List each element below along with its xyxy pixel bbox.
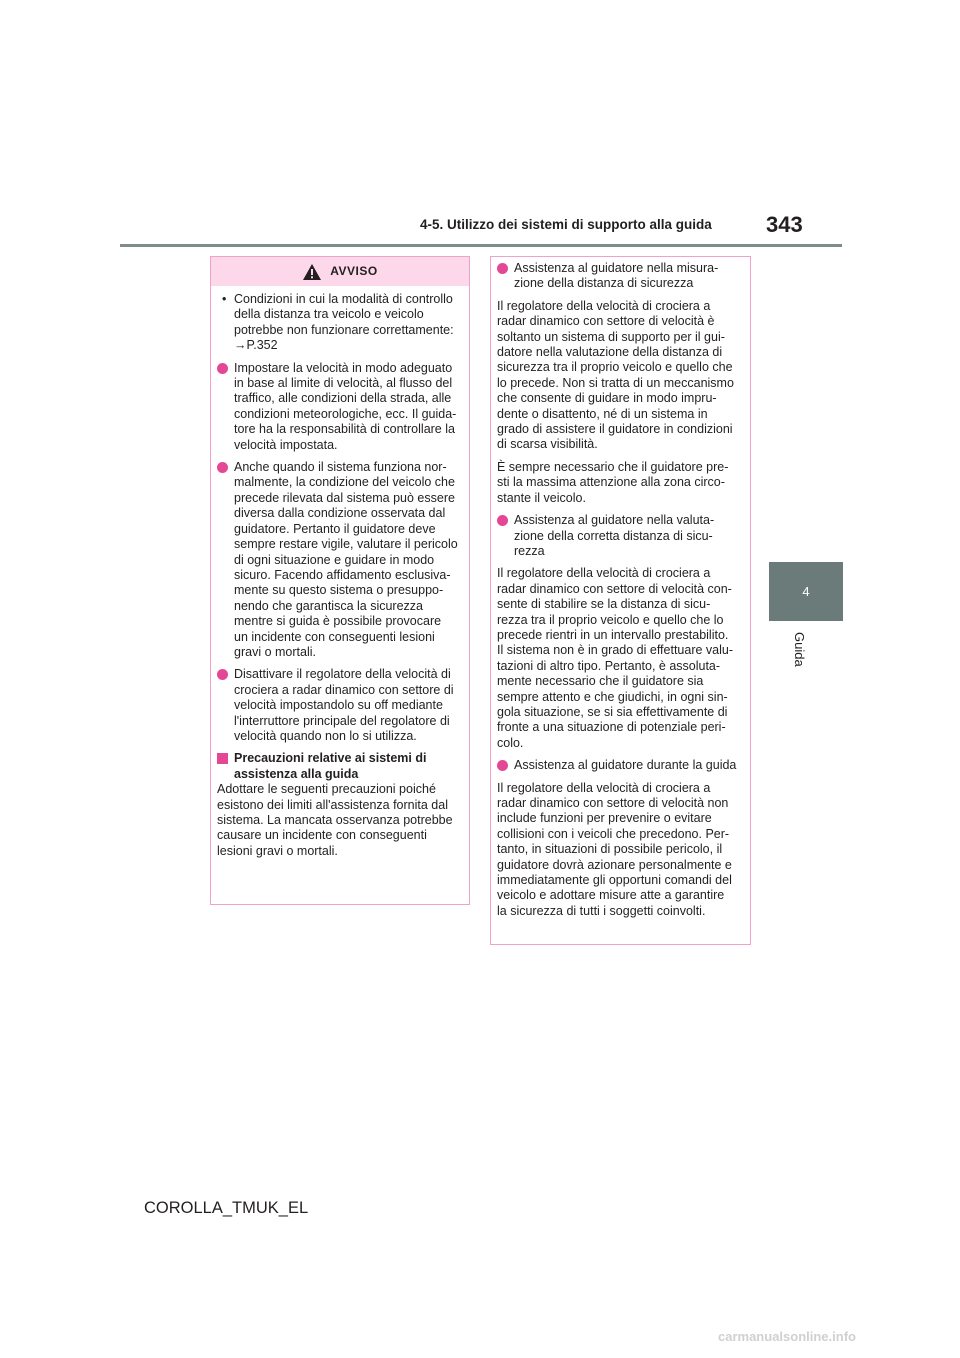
text-line: mente su questo sistema o presuppo- <box>234 583 444 598</box>
text-line: mente necessario che il guidatore sia <box>497 674 704 689</box>
page-number: 343 <box>766 212 803 237</box>
square-bullet-icon <box>217 753 228 764</box>
warning-item <box>217 667 463 744</box>
text-line: malmente, la condizione del veicolo che <box>234 475 455 490</box>
section-title: 4-5. Utilizzo dei sistemi di supporto alla guida <box>420 217 712 232</box>
text-line: include funzioni per prevenire o evitare <box>497 811 712 826</box>
text-line: diversa dalla condizione osservata dal <box>234 506 446 521</box>
info-item-heading <box>497 261 744 292</box>
info-item-heading <box>497 513 744 559</box>
pink-dot-icon <box>217 669 228 680</box>
text-line: veicolo e adottare misure atte a garantire <box>497 888 725 903</box>
text-line: sicurezza tra il proprio veicolo e quello che <box>497 360 733 375</box>
text-line: precede rientri in un intervallo prestabilito. <box>497 627 729 642</box>
warning-item <box>217 361 463 453</box>
text-line: collisioni con i veicoli che precedono. Per- <box>497 826 730 841</box>
heading-line: rezza <box>514 543 545 558</box>
heading-line: assistenza alla guida <box>234 766 359 781</box>
warning-section-heading <box>217 751 463 782</box>
text-line: la sicurezza di tutti i soggetti coinvolti. <box>497 903 706 918</box>
text-line: tanto, in situazioni di possibile pericolo, il <box>497 842 723 857</box>
info-box <box>490 256 751 945</box>
text-line: Condizioni in cui la modalità di controllo <box>234 292 453 306</box>
text-line: colo. <box>497 735 524 750</box>
watermark: carmanualsonline.info <box>718 1329 856 1344</box>
text-line: grado di assistere il guidatore in condizioni <box>497 422 733 437</box>
heading-line: zione della corretta distanza di sicu- <box>514 528 713 543</box>
text-line: Adottare le seguenti precauzioni poiché <box>217 782 436 797</box>
text-line: tazioni di altro tipo. Pertanto, è assoluta- <box>497 658 721 673</box>
text-line: dente o disattento, né di un sistema in <box>497 406 708 421</box>
text-line: nendo che garantisca la sicurezza <box>234 598 424 613</box>
text-line: radar dinamico con settore di velocità è <box>497 314 715 329</box>
text-line: della distanza tra veicolo e veicolo <box>234 307 424 322</box>
text-line: È sempre necessario che il guidatore pre- <box>497 459 729 474</box>
info-paragraph <box>497 299 744 453</box>
info-paragraph <box>497 460 744 506</box>
text-line: di scarsa visibilità. <box>497 437 598 452</box>
text-line: velocità impostata. <box>234 437 338 452</box>
text-line: sti la massima attenzione alla zona circo- <box>497 475 725 490</box>
text-line: potrebbe non funzionare correttamente: <box>234 322 454 337</box>
text-line: datore nella valutazione della distanza di <box>497 345 723 360</box>
text-line: rezza tra il proprio veicolo e quello che lo <box>497 612 724 627</box>
text-line: mentre si guida è possibile provocare <box>234 614 442 629</box>
text-line: radar dinamico con settore di velocità con- <box>497 581 732 596</box>
info-paragraph <box>497 781 744 920</box>
info-item-heading <box>497 758 744 773</box>
pink-dot-icon <box>497 760 508 771</box>
text-line: gravi o mortali. <box>234 644 316 659</box>
warning-item <box>217 460 463 660</box>
pink-dot-icon <box>217 462 228 473</box>
heading-line: Assistenza al guidatore nella valuta- <box>514 513 715 528</box>
text-line: che consente di guidare in modo impru- <box>497 391 717 406</box>
text-line: Il regolatore della velocità di crociera a <box>497 298 711 313</box>
text-line: gola situazione, se si sia effettivamente di <box>497 704 728 719</box>
text-line: sente di stabilire se la distanza di sicu- <box>497 597 711 612</box>
text-line: un incidente con conseguenti lesioni <box>234 629 435 644</box>
text-line: in base al limite di velocità, al flusso del <box>234 376 453 391</box>
chapter-number: 4 <box>802 584 810 599</box>
warning-header <box>211 257 469 286</box>
text-line: precede rilevata dal sistema può essere <box>234 490 455 505</box>
pink-dot-icon <box>217 363 228 374</box>
warning-box <box>210 256 470 905</box>
text-line: traffico, alle condizioni della strada, alle <box>234 391 452 406</box>
text-line: guidatore dovrà azionare personalmente e <box>497 857 732 872</box>
text-line: causare un incidente con conseguenti <box>217 828 427 843</box>
text-line: sempre restare vigile, valutare il pericolo <box>234 537 458 552</box>
footer-code: COROLLA_TMUK_EL <box>144 1199 309 1217</box>
text-line: Impostare la velocità in modo adeguato <box>234 360 453 375</box>
warning-items <box>217 361 463 745</box>
text-line: Disattivare il regolatore della velocità di <box>234 667 451 682</box>
text-line: Il regolatore della velocità di crociera a <box>497 566 711 581</box>
text-line: di ogni situazione e guidare in modo <box>234 552 435 567</box>
pink-dot-icon <box>497 263 508 274</box>
text-line: esistono dei limiti all'assistenza fornita dal <box>217 797 448 812</box>
text-line: →P.352 <box>234 338 278 353</box>
chapter-label: Guida <box>792 632 807 667</box>
text-line: radar dinamico con settore di velocità non <box>497 796 729 810</box>
text-line: sempre attento e che giudichi, in ogni sin- <box>497 689 728 704</box>
text-line: lesioni gravi o mortali. <box>217 843 338 858</box>
header-rule <box>120 244 842 247</box>
info-paragraph <box>497 566 744 751</box>
text-line: Anche quando il sistema funziona nor- <box>234 460 447 475</box>
warning-section-body <box>217 782 463 859</box>
text-line: fronte a una situazione di potenziale peri- <box>497 720 726 735</box>
warning-title: AVVISO <box>330 263 378 278</box>
warning-triangle-icon <box>302 263 322 281</box>
pink-dot-icon <box>497 515 508 526</box>
text-line: sistema. La mancata osservanza potrebbe <box>217 813 453 827</box>
text-line: guidatore. Pertanto il guidatore deve <box>234 521 436 536</box>
text-line: tore ha la responsabilità di controllare la <box>234 422 455 437</box>
text-line: velocità quando non lo si utilizza. <box>234 728 417 743</box>
info-body <box>491 257 750 919</box>
text-line: sicuro. Facendo affidamento esclusiva- <box>234 567 451 582</box>
chapter-tab <box>769 562 843 621</box>
warning-body <box>211 286 469 859</box>
heading-line: Assistenza al guidatore durante la guida <box>514 758 737 773</box>
bullet-text <box>234 292 463 354</box>
text-line: lo precede. Non si tratta di un meccanismo <box>497 375 734 390</box>
text-line: velocità impostandolo su off mediante <box>234 698 443 713</box>
text-line: condizioni meteorologiche, ecc. Il guida- <box>234 406 457 421</box>
text-line: crociera a radar dinamico con settore di <box>234 682 454 697</box>
heading-line: Precauzioni relative ai sistemi di <box>234 751 427 766</box>
warning-bullet-item <box>217 292 463 354</box>
bullet-mark: • <box>222 292 227 306</box>
heading-line: Assistenza al guidatore nella misura- <box>514 261 719 275</box>
text-line: stante il veicolo. <box>497 490 586 505</box>
text-line: Il regolatore della velocità di crociera a <box>497 780 711 795</box>
text-line: l'interruttore principale del regolatore di <box>234 713 450 728</box>
text-line: Il sistema non è in grado di effettuare valu- <box>497 643 734 658</box>
text-line: immediatamente gli opportuni comandi del <box>497 873 732 888</box>
text-line: soltanto un sistema di supporto per il gui- <box>497 329 725 344</box>
heading-line: zione della distanza di sicurezza <box>514 276 694 291</box>
